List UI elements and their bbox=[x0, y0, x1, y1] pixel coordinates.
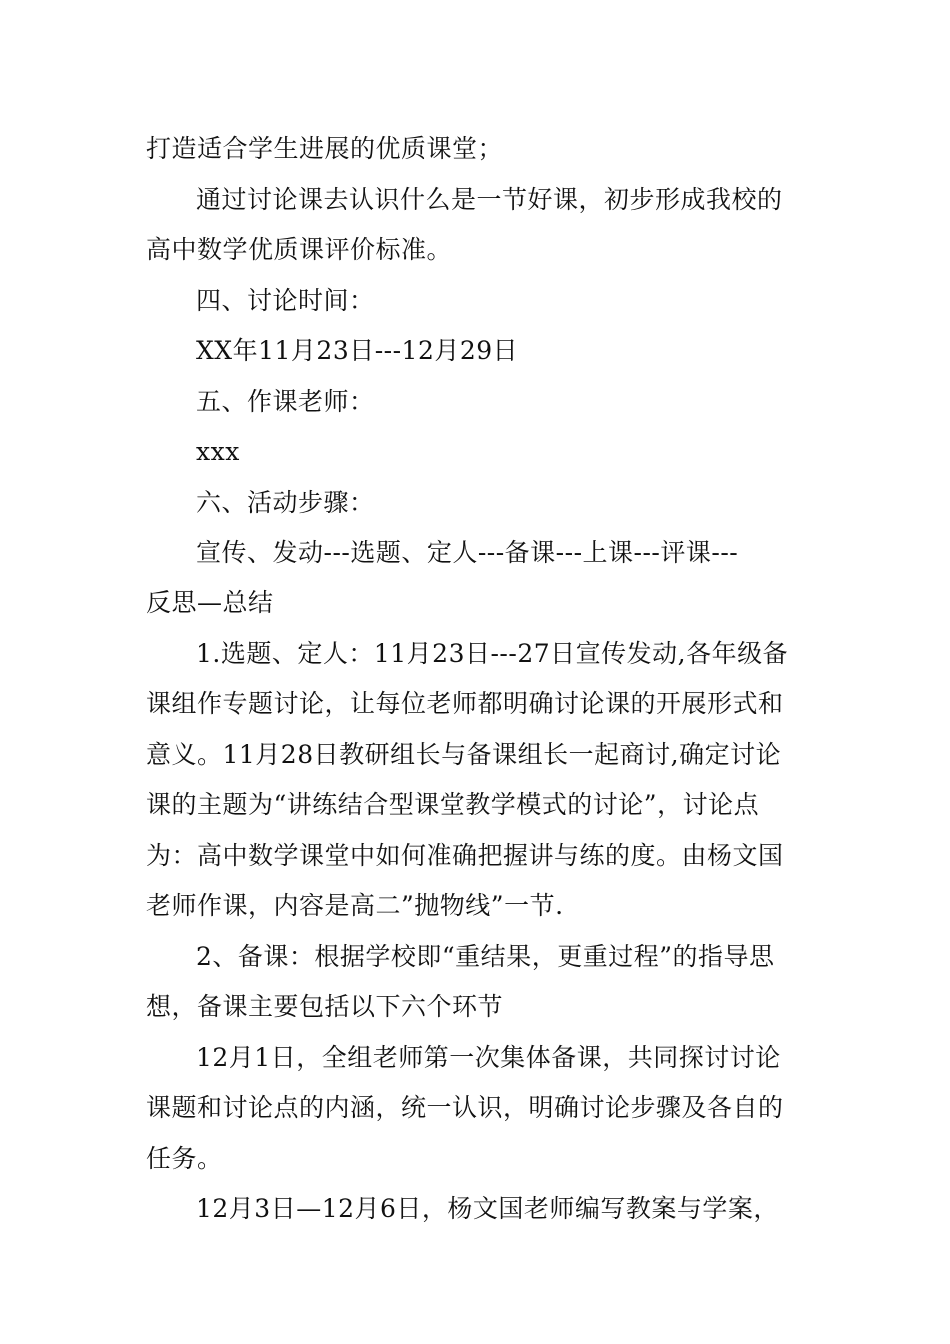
paragraph-line: 为：高中数学课堂中如何准确把握讲与练的度。由杨文国 bbox=[146, 841, 784, 870]
paragraph-line: 课组作专题讨论，让每位老师都明确讨论课的开展形式和 bbox=[146, 689, 784, 718]
paragraph-line: XX年11月23日---12月29日 bbox=[196, 336, 519, 365]
section-heading: 五、作课老师： bbox=[196, 387, 375, 416]
paragraph-line: 1.选题、定人：11月23日---27日宣传发动,各年级备 bbox=[196, 639, 789, 668]
paragraph-line: 12月1日，全组老师第一次集体备课，共同探讨讨论 bbox=[196, 1043, 781, 1072]
paragraph-line: 任务。 bbox=[146, 1144, 223, 1173]
paragraph-line: 12月3日—12月6日，杨文国老师编写教案与学案， bbox=[196, 1194, 779, 1223]
paragraph-line: 高中数学优质课评价标准。 bbox=[146, 235, 453, 264]
paragraph-line: 想，备课主要包括以下六个环节 bbox=[146, 992, 504, 1021]
paragraph-line: 2、备课：根据学校即“重结果，更重过程”的指导思 bbox=[196, 942, 775, 971]
paragraph-line: 打造适合学生进展的优质课堂； bbox=[146, 134, 504, 163]
paragraph-line: 课题和讨论点的内涵，统一认识，明确讨论步骤及各自的 bbox=[146, 1093, 784, 1122]
paragraph-line: 宣传、发动---选题、定人---备课---上课---评课--- bbox=[196, 538, 739, 567]
section-heading: 四、讨论时间： bbox=[196, 286, 375, 315]
paragraph-line: 反思—总结 bbox=[146, 588, 274, 617]
paragraph-line: 意义。11月28日教研组长与备课组长一起商讨,确定讨论 bbox=[146, 740, 782, 769]
paragraph-line: xxx bbox=[196, 437, 240, 466]
paragraph-line: 课的主题为“讲练结合型课堂教学模式的讨论”，讨论点 bbox=[146, 790, 760, 819]
paragraph-line: 通过讨论课去认识什么是一节好课，初步形成我校的 bbox=[196, 185, 783, 214]
section-heading: 六、活动步骤： bbox=[196, 488, 375, 517]
paragraph-line: 老师作课，内容是高二”抛物线”一节. bbox=[146, 891, 564, 920]
